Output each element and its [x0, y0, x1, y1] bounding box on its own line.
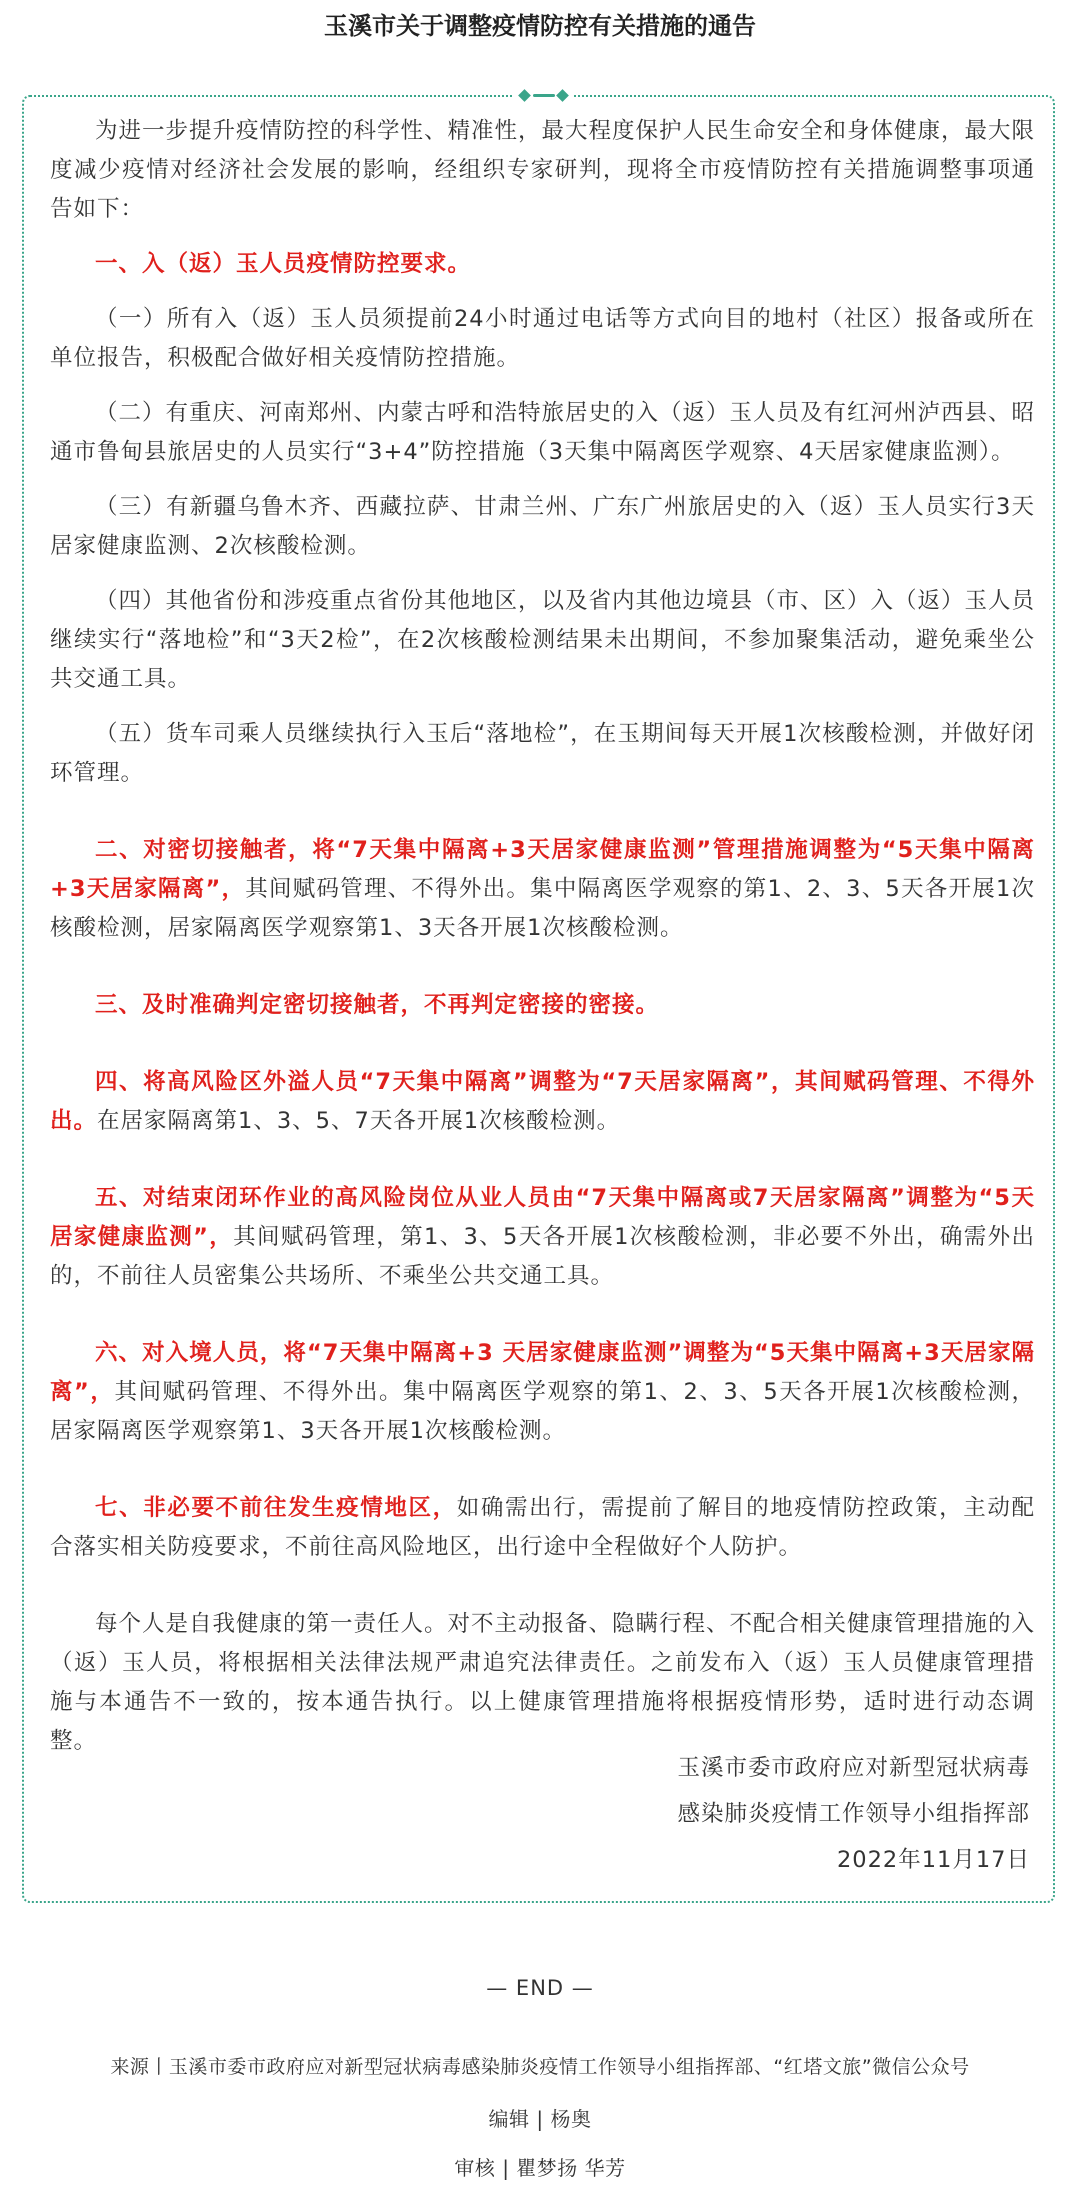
section-6-heading: 六、对入境人员，将“7天集中隔离+3 天居家健康监测”调整为“5天集中隔离+3天居家隔离”， — [50, 1340, 1035, 1405]
end-mark: — END — — [486, 1976, 594, 2000]
section-1-item-4: （四）其他省份和涉疫重点省份其他地区，以及省内其他边境县（市、区）入（返）玉人员继续实行“落地检”和“3天2检”，在2次核酸检测结果未出期间，不参加聚集活动，避免乘坐公共交通工具。 — [50, 588, 1036, 692]
section-4-heading: 四、将高风险区外溢人员“7天集中隔离”调整为“7天居家隔离”，其间赋码管理、不得外出。 — [50, 1069, 1035, 1134]
section-7-heading: 七、非必要不前往发生疫情地区， — [95, 1495, 457, 1521]
section-2-text: 其间赋码管理、不得外出。集中隔离医学观察的第1、2、3、5天各开展1次核酸检测，居家隔离医学观察第1、3天各开展1次核酸检测。 — [50, 876, 1036, 941]
section-1-item-3: （三）有新疆乌鲁木齐、西藏拉萨、甘肃兰州、广东广州旅居史的入（返）玉人员实行3天居家健康监测、2次核酸检测。 — [50, 494, 1035, 559]
section-1-item-1: （一）所有入（返）玉人员须提前24小时通过电话等方式向目的地村（社区）报备或所在单位报告，积极配合做好相关疫情防控措施。 — [50, 306, 1035, 371]
section-5-heading: 五、对结束闭环作业的高风险岗位从业人员由“7天集中隔离或7天居家隔离”调整为“5天居家健康监测”， — [50, 1185, 1035, 1250]
signature-line-2: 感染肺炎疫情工作领导小组指挥部 — [677, 1801, 1030, 1827]
reviewer-credit: 审核 | 瞿梦扬 华芳 — [454, 2156, 626, 2180]
editor-credit: 编辑 | 杨奥 — [488, 2107, 592, 2131]
section-3-heading: 三、及时准确判定密切接触者，不再判定密接的密接。 — [95, 992, 660, 1018]
closing-paragraph: 每个人是自我健康的第一责任人。对不主动报备、隐瞒行程、不配合相关健康管理措施的入（返）玉人员，将根据相关法律法规严肃追究法律责任。之前发布入（返）玉人员健康管理措施与本通告不一致的，按本通告执行。以上健康管理措施将根据疫情形势，适时进行动态调整。 — [50, 1611, 1036, 1754]
section-7-paragraph — [50, 1489, 1035, 1567]
section-5-text: 其间赋码管理，第1、3、5天各开展1次核酸检测，非必要不外出，确需外出的，不前往人员密集公共场所、不乘坐公共交通工具。 — [50, 1224, 1035, 1289]
section-7-text: 如确需出行，需提前了解目的地疫情防控政策，主动配合落实相关防疫要求，不前往高风险地区，出行途中全程做好个人防护。 — [50, 1495, 1035, 1560]
section-6-paragraph — [50, 1334, 1035, 1451]
section-1-heading: 一、入（返）玉人员疫情防控要求。 — [95, 251, 472, 277]
section-2-heading: 二、对密切接触者，将“7天集中隔离+3天居家健康监测”管理措施调整为“5天集中隔离+3天居家隔离”， — [50, 837, 1035, 902]
section-2-paragraph — [50, 831, 1035, 948]
divider-ornament-icon — [514, 88, 574, 102]
section-6-text: 其间赋码管理、不得外出。集中隔离医学观察的第1、2、3、5天各开展1次核酸检测，居家隔离医学观察第1、3天各开展1次核酸检测。 — [50, 1379, 1036, 1444]
intro-paragraph: 为进一步提升疫情防控的科学性、精准性，最大程度保护人民生命安全和身体健康，最大限度减少疫情对经济社会发展的影响，经组织专家研判，现将全市疫情防控有关措施调整事项通告如下： — [50, 118, 1036, 222]
signature-line-1: 玉溪市委市政府应对新型冠状病毒 — [677, 1755, 1030, 1781]
notice-content — [50, 112, 1035, 1777]
section-1-item-5: （五）货车司乘人员继续执行入玉后“落地检”，在玉期间每天开展1次核酸检测，并做好闭环管理。 — [50, 721, 1035, 786]
section-5-paragraph — [50, 1179, 1035, 1296]
source-credit: 来源丨玉溪市委市政府应对新型冠状病毒感染肺炎疫情工作领导小组指挥部、“红塔文旅”微信公众号 — [110, 2056, 970, 2078]
section-4-text: 在居家隔离第1、3、5、7天各开展1次核酸检测。 — [97, 1108, 621, 1134]
signature-block — [430, 1745, 1030, 1883]
section-3-paragraph — [50, 986, 1035, 1025]
signature-date: 2022年11月17日 — [836, 1847, 1030, 1873]
page-title: 玉溪市关于调整疫情防控有关措施的通告 — [324, 12, 756, 40]
section-1-item-2: （二）有重庆、河南郑州、内蒙古呼和浩特旅居史的入（返）玉人员及有红河州泸西县、昭通市鲁甸县旅居史的人员实行“3+4”防控措施（3天集中隔离医学观察、4天居家健康监测）。 — [50, 400, 1036, 465]
section-4-paragraph — [50, 1063, 1035, 1141]
